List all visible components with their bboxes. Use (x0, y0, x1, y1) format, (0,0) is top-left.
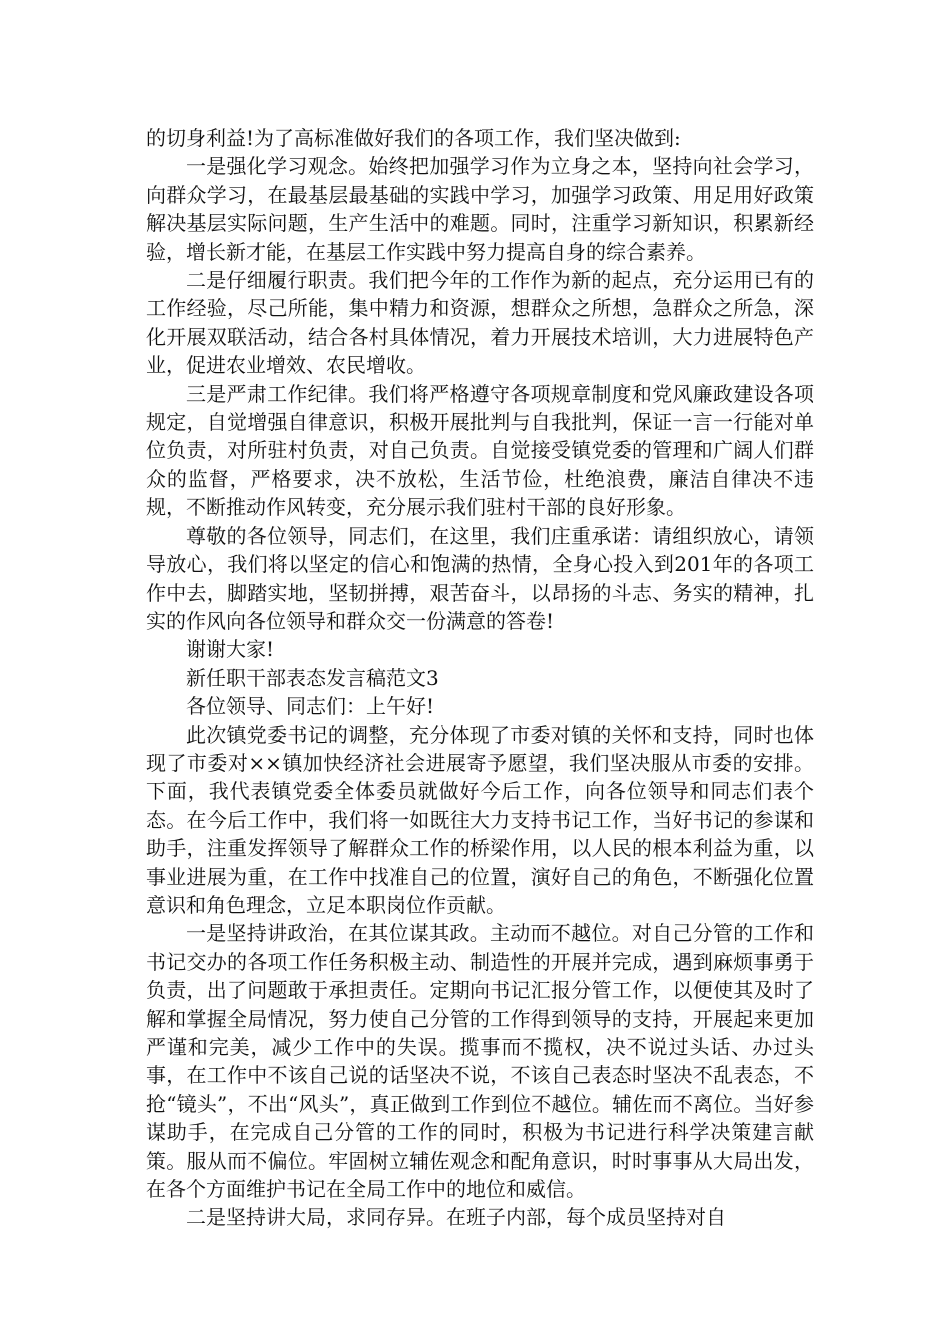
paragraph-politics: 一是坚持讲政治，在其位谋其政。主动而不越位。对自己分管的工作和书记交办的各项工作任务积极主动、制造性的开展并完成，遇到麻烦事勇于负责，出了问题敢于承担责任。定期向书记汇报分管工作，以便使其及时了解和掌握全局情况，努力使自己分管的工作得到领导的支持，开展起来更加严谨和完美，减少工作中的失误。揽事而不揽权，决不说过头话、办过头事，在工作中不该自己说的话坚决不说，不该自己表态时坚决不乱表态，不抢“镜头”，不出“风头”，真正做到工作到位不越位。辅佐而不离位。当好参谋助手，在完成自己分管的工作的同时，积极为书记进行科学决策建言献策。服从而不偏位。牢固树立辅佐观念和配角意识，时时事事从大局出发，在各个方面维护书记在全局工作中的地位和威信。 (146, 921, 814, 1202)
paragraph-study: 一是强化学习观念。始终把加强学习作为立身之本，坚持向社会学习，向群众学习，在最基层最基础的实践中学习，加强学习政策、用足用好政策解决基层实际问题，生产生活中的难题。同时，注重学习新知识，积累新经验，增长新才能，在基层工作实践中努力提高自身的综合素养。 (146, 154, 814, 264)
paragraph-greeting: 各位领导、同志们：上午好! (186, 694, 435, 719)
section-title: 新任职干部表态发言稿范文3 (186, 665, 439, 690)
paragraph-discipline: 三是严肃工作纪律。我们将严格遵守各项规章制度和党风廉政建设各项规定，自觉增强自律意识，积极开展批判与自我批判，保证一言一行能对单位负责，对所驻村负责，对自己负责。自觉接受镇党委的管理和广阔人们群众的监督，严格要求，决不放松，生活节俭，杜绝浪费，廉洁自律决不违规，不断推动作风转变，充分展示我们驻村干部的良好形象。 (146, 381, 814, 520)
paragraph-thanks: 谢谢大家! (186, 637, 275, 662)
paragraph-intro: 此次镇党委书记的调整，充分体现了市委对镇的关怀和支持，同时也体现了市委对××镇加快经济社会进展寄予愿望，我们坚决服从市委的安排。下面，我代表镇党委全体委员就做好今后工作，向各位领导和同志们表个态。在今后工作中，我们将一如既往大力支持书记工作，当好书记的参谋和助手，注重发挥领导了解群众工作的桥梁作用，以人民的根本利益为重，以事业进展为重，在工作中找准自己的位置，演好自己的角色，不断强化位置意识和角色理念，立足本职岗位作贡献。 (146, 722, 814, 917)
document-page (146, 124, 814, 1232)
paragraph-continuation: 的切身利益!为了高标准做好我们的各项工作，我们坚决做到: (146, 126, 681, 150)
paragraph-pledge: 尊敬的各位领导，同志们，在这里，我们庄重承诺：请组织放心，请领导放心，我们将以坚定的信心和饱满的热情，全身心投入到201年的各项工作中去，脚踏实地，坚韧拼搏，艰苦奋斗，以昂扬的斗志、务实的精神，扎实的作风向各位领导和群众交一份满意的答卷! (146, 523, 814, 633)
paragraph-overall: 二是坚持讲大局，求同存异。在班子内部，每个成员坚持对自 (186, 1205, 726, 1230)
paragraph-duty: 二是仔细履行职责。我们把今年的工作作为新的起点，充分运用已有的工作经验，尽己所能，集中精力和资源，想群众之所想，急群众之所急，深化开展双联活动，结合各村具体情况，着力开展技术培训，大力进展特色产业，促进农业增效、农民增收。 (146, 268, 814, 378)
